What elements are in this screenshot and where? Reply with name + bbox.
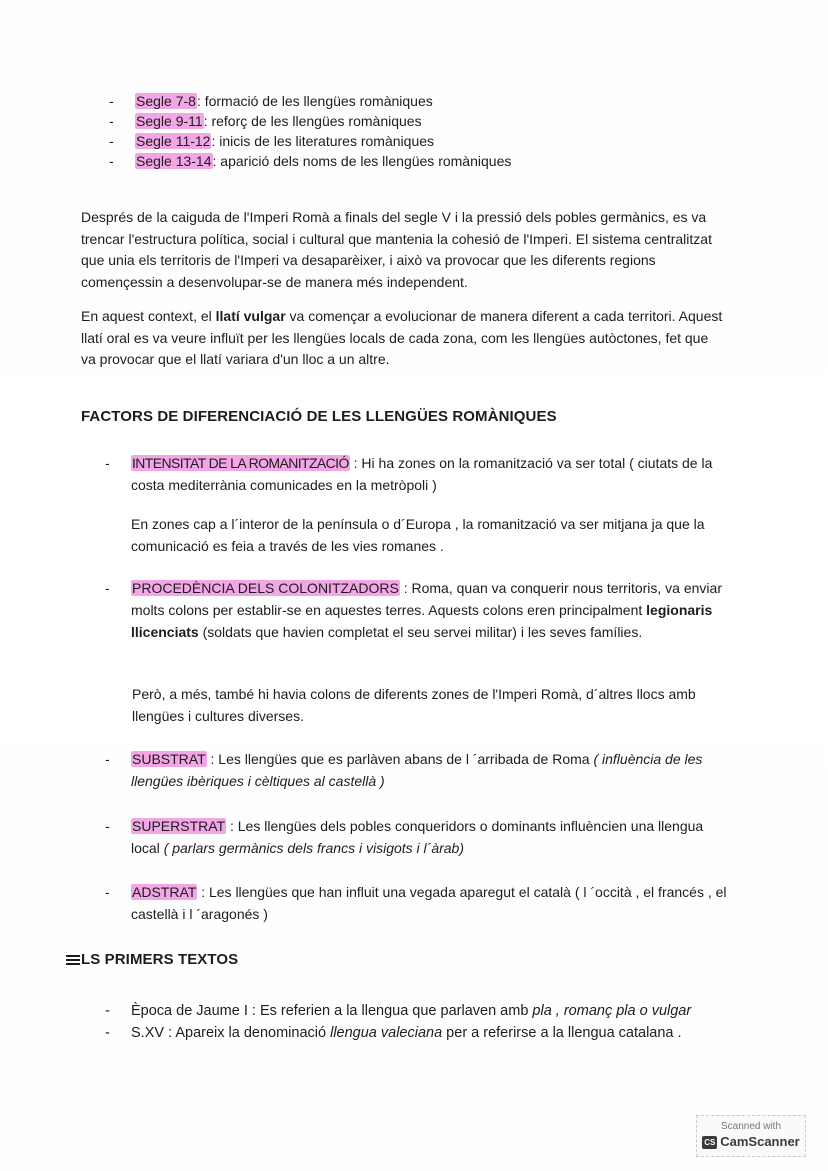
- menu-icon: [66, 953, 80, 967]
- bold-term: llatí vulgar: [215, 308, 286, 324]
- list-item: - Segle 9-11: reforç de les llengües romàniques: [109, 113, 422, 129]
- texts-heading: LS PRIMERS TEXTOS: [66, 951, 238, 968]
- factor-intensitat-detail: En zones cap a l´interor de la península o d´Europa , la romanització va ser mitjana ja que la comunicació es feia a través de les vies romanes .: [131, 516, 705, 554]
- factor-substrat: - SUBSTRAT : Les llengües que es parlàven abans de l ´arribada de Roma ( influència de les llengües ibèriques i cèltiques al castellà ): [105, 751, 703, 789]
- timeline-list: [109, 91, 669, 171]
- camscanner-brand: CS CamScanner: [704, 1134, 800, 1149]
- factor-label: SUBSTRAT: [132, 751, 206, 767]
- factors-heading: FACTORS DE DIFERENCIACIÓ DE LES LLENGÜES ROMÀNIQUES: [81, 408, 557, 425]
- factor-superstrat: - SUPERSTRAT : Les llengües dels pobles conqueridors o dominants influèncien una llengua local ( parlars germànics dels francs i visigots i l´àrab): [105, 818, 704, 856]
- factor-label: INTENSITAT DE LA ROMANITZACIÓ: [132, 455, 349, 471]
- timeline-label: Segle 9-11: [136, 113, 203, 129]
- intro-paragraph-1: Després de la caiguda de l'Imperi Romà a finals del segle V i la pressió dels pobles germànics, es va trencar l'estructura política, social i cultural que mantenia la cohesió de l'Imperi. El sistema centralitzat que unia els territoris de l'Imperi va desaparèixer, i això va provocar que les diferents regions començessin a desenvolupar-se de manera més independent.: [81, 209, 712, 290]
- timeline-label: Segle 11-12: [136, 133, 211, 149]
- list-item: - Segle 11-12: inicis de les literatures romàniques: [109, 133, 435, 149]
- factor-adstrat: - ADSTRAT : Les llengües que han influit una vegada aparegut el català ( l ´occità , el francés , el castellà i l ´aragonés ): [105, 884, 727, 922]
- factor-label: PROCEDÈNCIA DELS COLONITZADORS: [132, 580, 399, 596]
- timeline-label: Segle 13-14: [136, 153, 212, 169]
- list-item: - Segle 13-14: aparició dels noms de les llengües romàniques: [109, 153, 512, 169]
- scanned-with-label: Scanned with: [720, 1121, 782, 1132]
- bold-term: legionaris llicenciats: [131, 602, 713, 640]
- list-item: - Segle 7-8: formació de les llengües romàniques: [109, 93, 433, 109]
- timeline-label: Segle 7-8: [136, 93, 196, 109]
- factor-procedencia: - PROCEDÈNCIA DELS COLONITZADORS : Roma, quan va conquerir nous territoris, va enviar molts colons per establir-se en aquestes terres. Aquests colons eren principalment legionaris llicenciats (soldats que havien completat el seu servei militar) i les seves famílies.: [105, 580, 722, 640]
- camscanner-badge: [696, 1115, 806, 1157]
- text-item-jaume: - Època de Jaume I : Es referien a la llengua que parlaven amb pla , romanç pla o vulgar: [105, 1003, 692, 1019]
- text-item-sxv: - S.XV : Apareix la denominació llengua valeciana per a referirse a la llengua catalana .: [105, 1025, 682, 1041]
- factor-label: ADSTRAT: [132, 884, 197, 900]
- factor-procedencia-detail: Però, a més, també hi havia colons de diferents zones de l'Imperi Romà, d´altres llocs amb llengües i cultures diverses.: [132, 686, 696, 724]
- factor-label: SUPERSTRAT: [132, 818, 226, 834]
- intro-paragraph-2: En aquest context, el llatí vulgar va començar a evolucionar de manera diferent a cada territori. Aquest llatí oral es va veure influït per les llengües locals de cada zona, com les llengües autòctones, fet que va provocar que el llatí variara d'un lloc a un altre.: [81, 308, 723, 367]
- camscanner-icon: CS: [704, 1138, 716, 1148]
- factor-intensitat: - INTENSITAT DE LA ROMANITZACIÓ : Hi ha zones on la romanització va ser total ( ciutats de la costa mediterrània comunicades en la metròpoli ): [105, 455, 713, 493]
